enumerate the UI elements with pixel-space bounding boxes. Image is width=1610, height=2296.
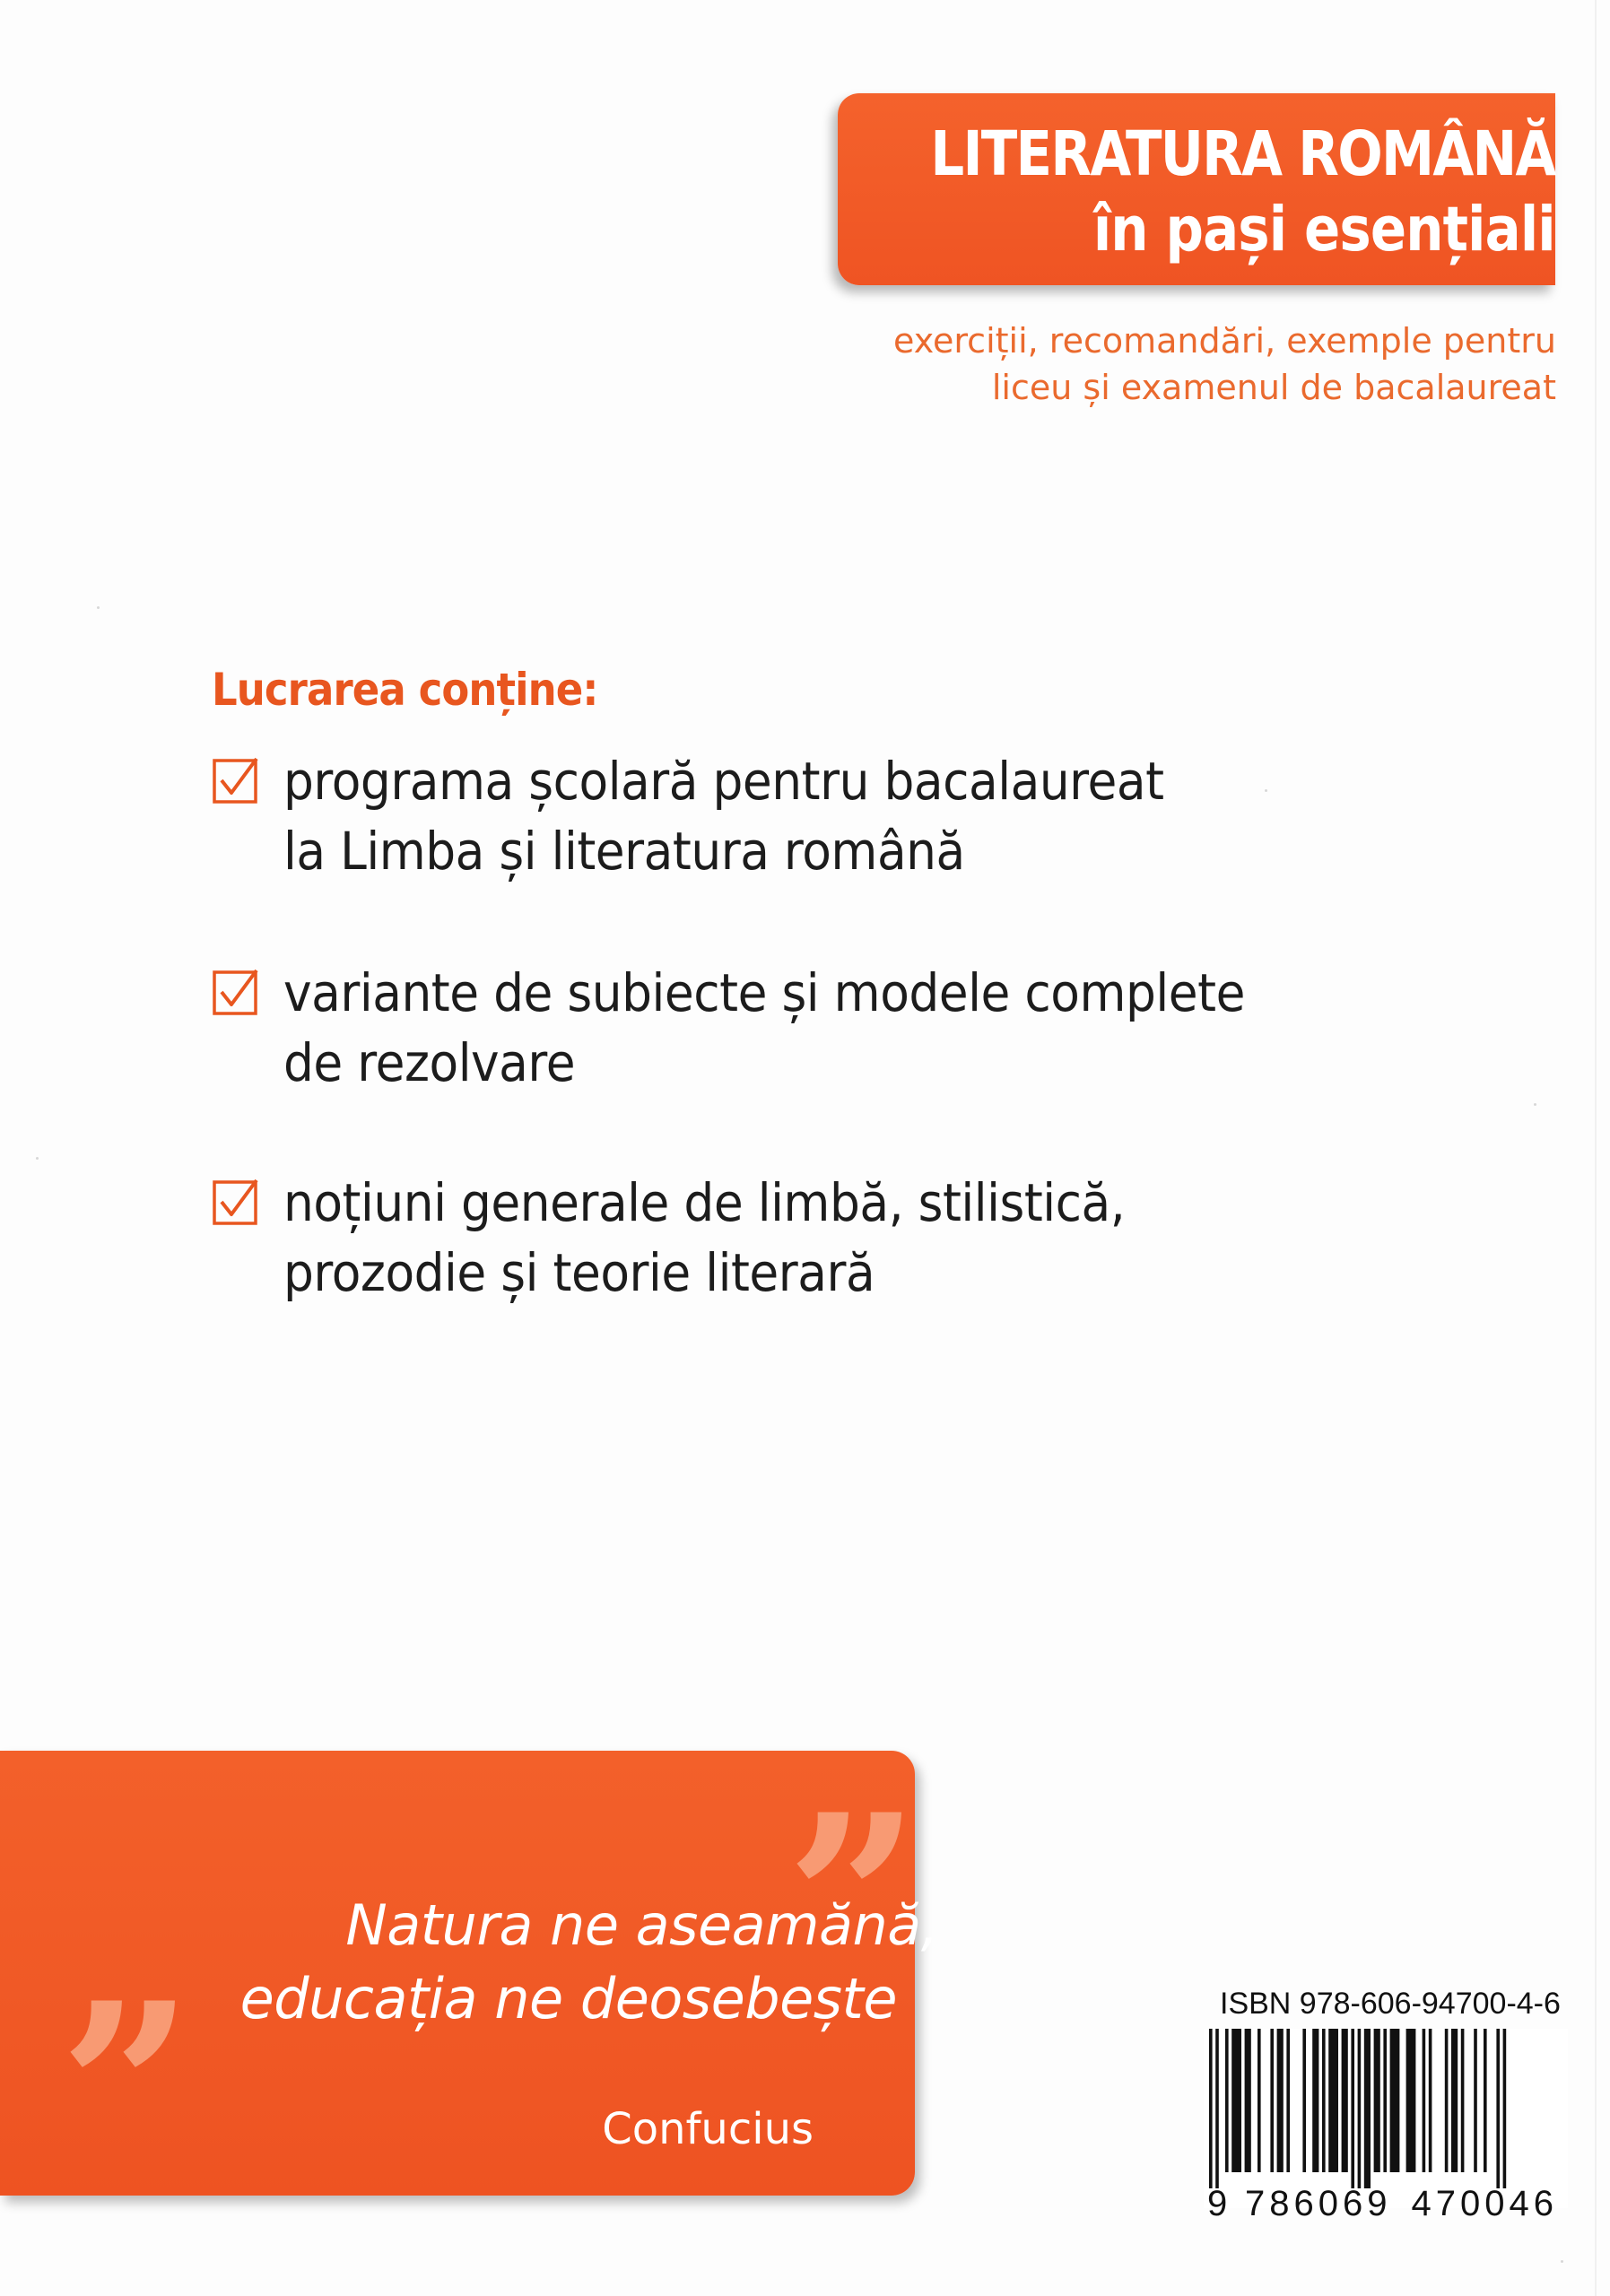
contents-item-line-1: variante de subiecte și modele complete — [283, 962, 1245, 1023]
barcode-digits-right: 470046 — [1411, 2184, 1558, 2223]
barcode-bar — [1277, 2029, 1284, 2172]
barcode-bar — [1429, 2029, 1432, 2172]
barcode-bar — [1302, 2029, 1306, 2172]
barcode-bar — [1231, 2029, 1241, 2172]
opening-quote-icon: ” — [59, 1952, 194, 2226]
scan-speck — [1561, 2260, 1563, 2263]
page-edge — [1595, 0, 1597, 2296]
barcode-bar — [1451, 2029, 1458, 2172]
checkbox-checked-icon — [212, 1177, 262, 1227]
barcode-bar — [1225, 2029, 1229, 2172]
barcode-digits-left: 786069 — [1245, 2184, 1392, 2223]
barcode-bar — [1461, 2029, 1465, 2172]
barcode-bar — [1342, 2029, 1348, 2172]
subtitle-line-1: exerciții, recomandări, exemple pentru — [892, 321, 1556, 361]
barcode-bar — [1245, 2029, 1251, 2172]
contents-item-line-2: de rezolvare — [283, 1032, 576, 1093]
contents-item-text — [283, 1168, 1125, 1308]
barcode-bar — [1328, 2029, 1338, 2172]
contents-item-text — [283, 746, 1164, 886]
barcode-bar — [1503, 2029, 1507, 2188]
book-subtitle — [749, 317, 1556, 411]
barcode-bar — [1258, 2029, 1261, 2172]
barcode-bar — [1383, 2029, 1387, 2172]
barcode-bar — [1270, 2029, 1274, 2172]
barcode-bar — [1484, 2029, 1487, 2172]
barcode-bar — [1474, 2029, 1477, 2172]
contents-item-line-1: noțiuni generale de limbă, stilistică, — [283, 1172, 1126, 1233]
contents-item-line-1: programa școlară pentru bacalaureat — [283, 751, 1164, 812]
barcode-bar — [1423, 2029, 1426, 2172]
barcode-bar — [1351, 2029, 1354, 2188]
contents-heading: Lucrarea conține: — [212, 664, 598, 716]
barcode-bar — [1374, 2029, 1380, 2172]
scan-speck — [36, 1157, 39, 1160]
barcode-bar — [1215, 2029, 1219, 2188]
barcode-bar — [1322, 2029, 1326, 2172]
isbn-label: ISBN 978-606-94700-4-6 — [1220, 1987, 1561, 2021]
barcode-bar — [1358, 2029, 1362, 2188]
barcode-bar — [1390, 2029, 1400, 2172]
barcode-bar — [1406, 2029, 1416, 2172]
quote-line-1: Natura ne aseamănă, — [345, 1892, 938, 1958]
quote-text — [90, 1889, 938, 2036]
scan-speck — [1265, 789, 1267, 792]
barcode-bar — [1209, 2029, 1213, 2188]
book-title: LITERATURA ROMÂNĂ — [930, 118, 1555, 190]
checkbox-checked-icon — [212, 967, 262, 1017]
book-title-subline: în pași esențiali — [1093, 194, 1555, 265]
barcode-bars-icon — [1204, 2029, 1568, 2188]
contents-item-line-2: prozodie și teorie literară — [283, 1242, 875, 1303]
barcode-digits — [1207, 2181, 1566, 2226]
quote-author: Confucius — [602, 2104, 814, 2154]
scan-speck — [1534, 1103, 1536, 1106]
barcode-bar — [1312, 2029, 1318, 2172]
scan-speck — [97, 606, 100, 609]
title-banner — [838, 93, 1555, 285]
barcode-bar — [1496, 2029, 1500, 2188]
quote-line-2: educația ne deosebește — [239, 1966, 897, 2031]
closing-quote-icon: ” — [786, 1764, 920, 2038]
contents-item-text — [283, 958, 1245, 1098]
checkbox-checked-icon — [212, 755, 262, 805]
contents-item-line-2: la Limba și literatura română — [283, 821, 965, 882]
barcode-bar — [1364, 2029, 1371, 2188]
subtitle-line-2: liceu și examenul de bacalaureat — [991, 368, 1556, 407]
barcode-bar — [1286, 2029, 1290, 2172]
barcode-digit-first: 9 — [1207, 2184, 1232, 2223]
barcode-bar — [1445, 2029, 1449, 2172]
